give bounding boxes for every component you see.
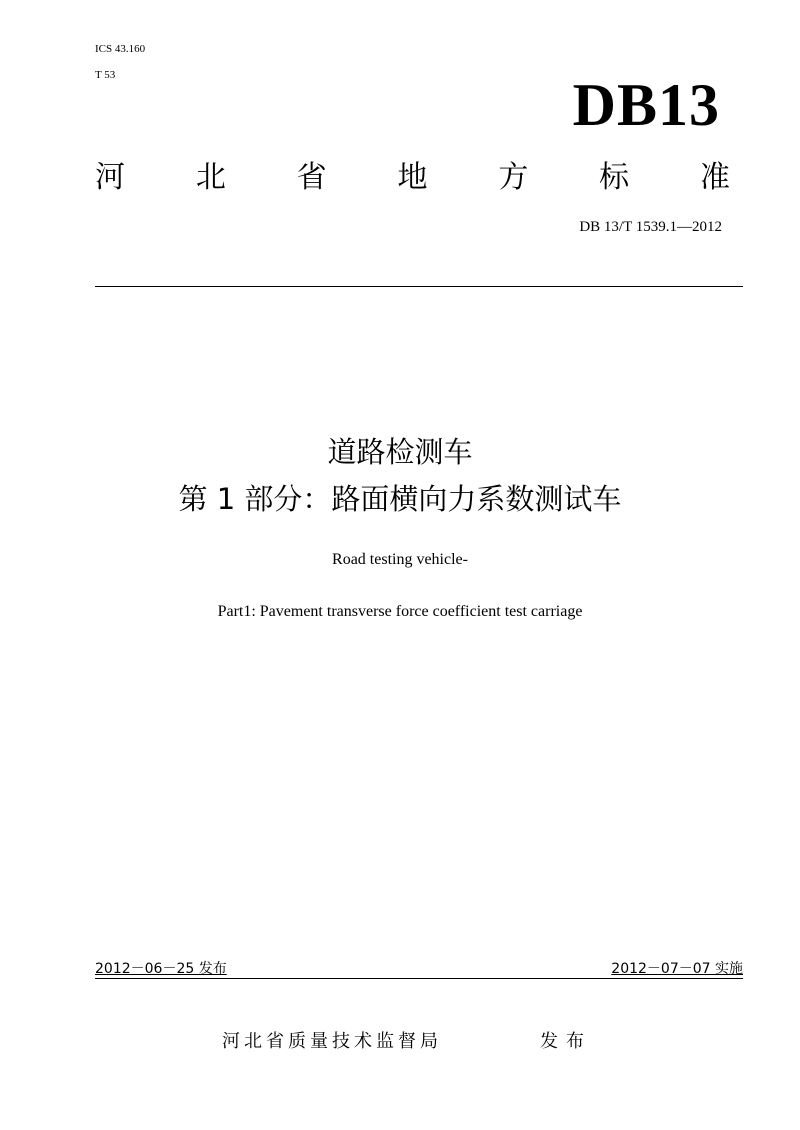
standard-type-title xyxy=(95,158,730,198)
document-title-cn-line2: 第 1 部分：路面横向力系数测试车 xyxy=(178,482,622,516)
standard-type-char: 北 xyxy=(195,160,226,195)
standard-type-char: 河 xyxy=(95,160,125,195)
standard-code-logo: DB13 xyxy=(572,72,720,138)
implementation-date: 2012－07－07 实施 xyxy=(611,961,743,977)
header-divider xyxy=(95,286,743,287)
standard-number: DB 13/T 1539.1—2012 xyxy=(579,219,722,235)
publisher-name: 河北省质量技术监督局 xyxy=(222,1031,442,1052)
standard-type-char: 方 xyxy=(498,160,529,195)
standard-type-char: 标 xyxy=(599,160,630,195)
standard-type-char: 准 xyxy=(699,160,730,195)
category-code: T 53 xyxy=(95,69,116,81)
document-title-cn-line1: 道路检测车 xyxy=(327,435,473,469)
issue-date: 2012－06－25 发布 xyxy=(95,961,227,977)
document-title-en-line1: Road testing vehicle- xyxy=(332,551,468,568)
ics-code: ICS 43.160 xyxy=(95,43,146,55)
standard-type-char: 省 xyxy=(296,160,327,195)
footer-divider xyxy=(95,978,743,979)
document-title-en-line2: Part1: Pavement transverse force coefficient test carriage xyxy=(217,603,583,620)
publish-label: 发布 xyxy=(540,1031,592,1052)
standard-type-char: 地 xyxy=(397,160,428,195)
